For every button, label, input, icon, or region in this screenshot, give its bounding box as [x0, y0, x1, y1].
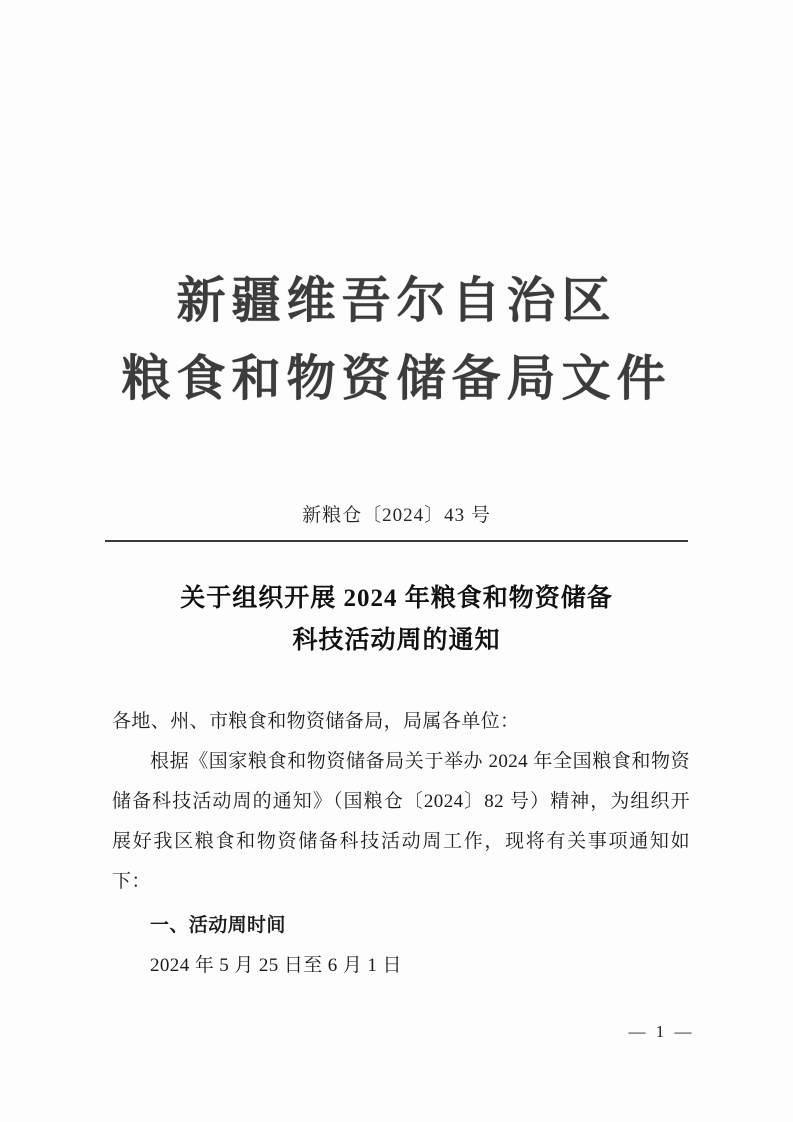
masthead-divider [105, 540, 688, 542]
section-text-1: 2024 年 5 月 25 日至 6 月 1 日 [150, 955, 402, 976]
page-title-line-2: 科技活动周的通知 [292, 627, 501, 654]
salutation: 各地、州、市粮食和物资储备局，局属各单位： [112, 711, 520, 732]
page-number-value: — 1 — [628, 1022, 695, 1041]
page-title-line-1: 关于组织开展 2024 年粮食和物资储备 [180, 585, 613, 612]
masthead-line-2: 粮食和物资储备局文件 [121, 351, 672, 406]
masthead-line-1: 新疆维吾尔自治区 [176, 273, 617, 328]
document-number: 新粮仓〔2024〕43 号 [302, 505, 491, 526]
page-title [0, 578, 793, 662]
section-heading-1: 一、活动周时间 [150, 915, 286, 936]
masthead [0, 262, 793, 418]
body-paragraph-1: 根据《国家粮食和物资储备局关于举办 2024 年全国粮食和物资储备科技活动周的通知》（国粮仓〔2024〕82 号）精神，为组织开展好我区粮食和物资储备科技活动周工作，现将有关事项通知如下： [112, 751, 690, 892]
document-body [112, 702, 690, 986]
page-number [0, 1022, 793, 1042]
